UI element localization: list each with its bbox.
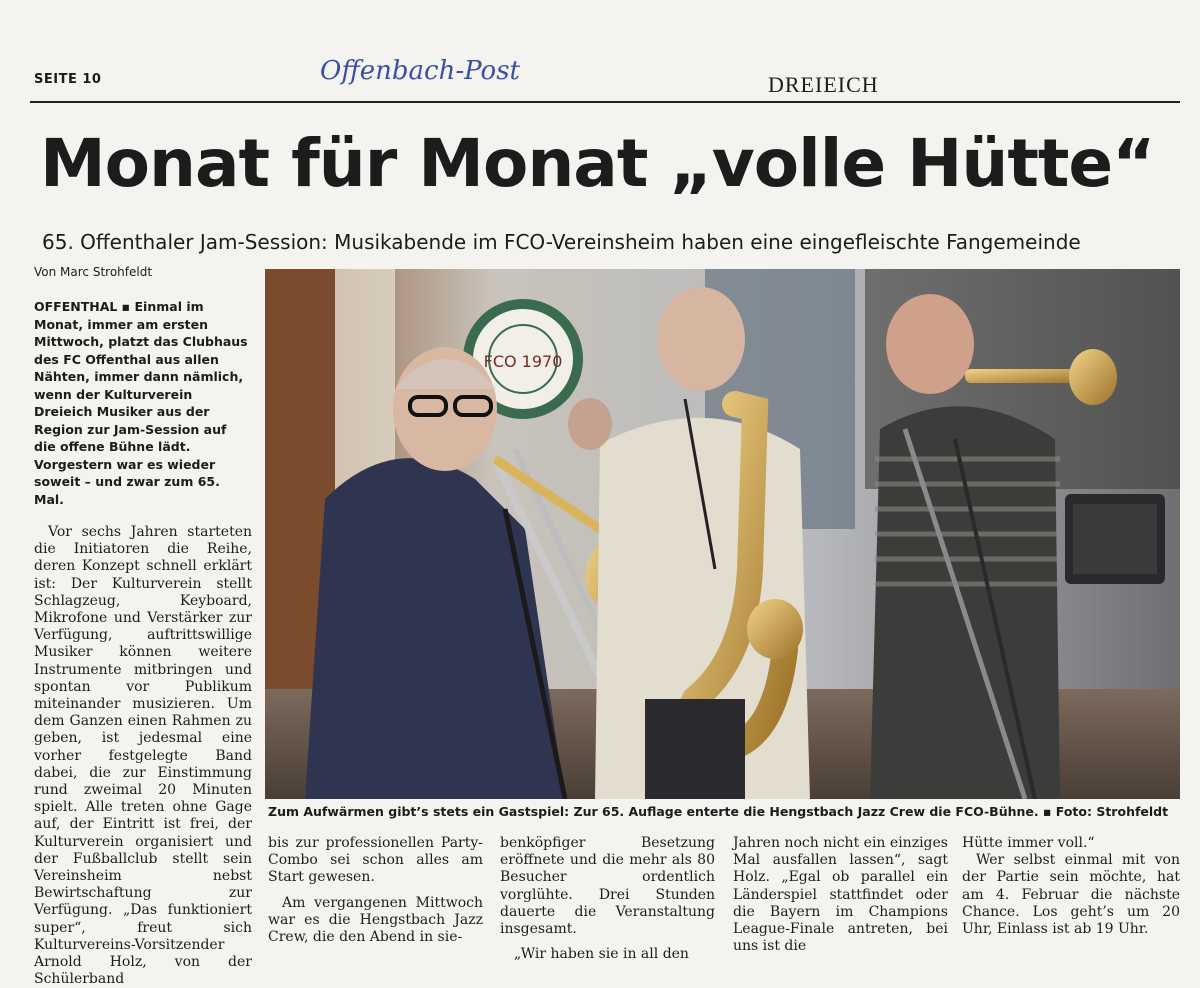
body-paragraph: Am vergangenen Mittwoch war es die Hengstbach Jazz Crew, die den Abend in sie- [268,894,483,946]
header-rule [30,101,1180,103]
byline: Von Marc Strohfeldt [34,265,153,279]
column-3 [500,835,715,963]
column-4 [733,835,948,955]
body-paragraph: Hütte immer voll.“ [962,835,1095,851]
handwritten-note: Offenbach-Post [320,56,520,86]
body-paragraph: benköpfiger Besetzung eröffnete und die mehr als 80 Besucher ordentlich vorglühte. Drei Stunden dauerte die Veranstaltung insgesamt. [500,835,715,938]
body-paragraph: bis zur professionellen Party-Combo sei schon alles am Start gewesen. [268,835,483,886]
body-paragraph: „Wir haben sie in all den [514,946,689,963]
subheadline: 65. Offenthaler Jam-Session: Musikabende im FCO-Vereinsheim haben eine eingefleischte Fangemeinde [42,230,1081,254]
jazz-band-photo [265,269,1180,799]
body-paragraph: Jahren noch nicht ein einziges Mal ausfallen lassen“, sagt Holz. „Egal ob parallel ein Länderspiel stattfindet oder die Bayern im Champions League-Finale antreten, bei uns ist die [733,835,948,955]
body-paragraph: Vor sechs Jahren starteten die Initiatoren die Reihe, deren Konzept schnell erklärt ist: Der Kulturverein stellt Schlagzeug, Keyboard, Mikrofone und Verstärker zur Verfügung, auftrittswillige Musiker können weitere Instrumente mitbringen und spontan vor Publikum miteinander musizieren. Um dem Ganzen einen Rahmen zu geben, ist jedesmal eine vorher festgelegte Band dabei, die zur Einstimmung rund zweimal 20 Minuten spielt. Alle treten ohne Gage auf, der Eintritt ist frei, der Kulturverein organisiert und der Fußballclub stellt sein Vereinsheim nebst Bewirtschaftung zur Verfügung. „Das funktioniert super“, freut sich Kulturvereins-Vorsitzender Arnold Holz, von der Schülerband [34,524,252,988]
column-2 [268,835,483,946]
column-5 [962,835,1180,938]
svg-text:FCO 1970: FCO 1970 [483,352,563,371]
column-1 [34,298,252,988]
page-number: SEITE 10 [34,72,102,87]
section-title: DREIEICH [768,72,879,97]
article-photo [265,269,1180,799]
photo-caption: Zum Aufwärmen gibt’s stets ein Gastspiel: Zur 65. Auflage enterte die Hengstbach Jazz Crew die FCO-Bühne. ▪ Foto: Strohfeldt [268,804,1169,819]
headline: Monat für Monat „volle Hütte“ [40,125,1155,202]
lead-paragraph: OFFENTHAL ▪ Einmal im Monat, immer am ersten Mittwoch, platzt das Clubhaus des FC Offenthal aus allen Nähten, immer dann nämlich, wenn der Kulturverein Dreieich Musiker aus der Region zur Jam-Session auf die offene Bühne lädt. Vorgestern war es wieder soweit – und zwar zum 65. Mal. [34,299,248,507]
body-paragraph: Wer selbst einmal mit von der Partie sein möchte, hat am 4. Februar die nächste Chance. Los geht’s um 20 Uhr, Einlass ist ab 19 Uhr. [962,852,1180,938]
